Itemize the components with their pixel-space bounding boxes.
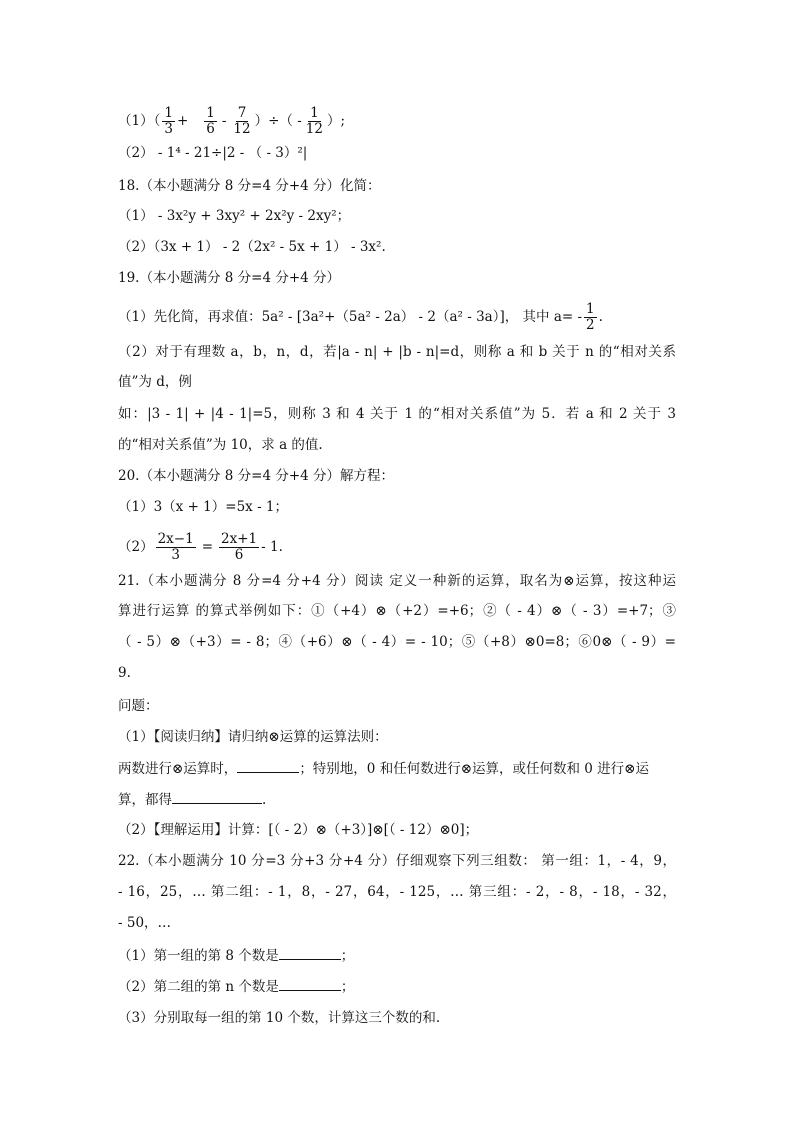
fraction-numerator: 1 — [310, 105, 319, 121]
q22-part1-text: （1）第一组的第 8 个数是 — [118, 948, 279, 964]
q19-part1 — [118, 302, 603, 333]
answer-blank[interactable] — [172, 789, 262, 804]
fraction-denominator: 2 — [586, 317, 595, 333]
operator: - — [221, 113, 227, 129]
fraction-numerator: 1 — [164, 105, 173, 121]
q17-part1-end: ）; — [326, 113, 346, 129]
q19-part1-text: （1）先化简，再求值：5a² - [3a²+（5a² - 2a） - 2（a² - 3a）]， 其中 a= - — [118, 309, 583, 325]
q22-line1: 22.（本小题满分 10 分=3 分+3 分+4 分）仔细观察下列三组数： 第一组：1，- 4，9， — [118, 853, 676, 869]
fraction-denominator: 3 — [171, 547, 180, 563]
q18-part1: （1） - 3x²y + 3xy² + 2x²y - 2xy²； — [118, 208, 351, 224]
answer-blank[interactable] — [279, 976, 341, 991]
q18-part2: （2）（3x + 1） - 2（2x² - 5x + 1） - 3x². — [118, 239, 386, 255]
q19-title: 19.（本小题满分 8 分=4 分+4 分） — [118, 270, 341, 286]
q21-part1-line3-end: . — [262, 792, 267, 808]
q22-part3: （3）分别取每一组的第 10 个数，计算这三个数的和. — [118, 1010, 441, 1026]
fraction-denominator: 6 — [234, 547, 244, 563]
q22-line3: - 50，… — [118, 915, 172, 931]
q19-part2-line4: 的“相对关系值”为 10，求 a 的值. — [118, 437, 323, 453]
fraction-numerator: 1 — [206, 105, 215, 121]
operator: + — [176, 113, 189, 129]
q21-line2: 算进行运算 的算式举例如下：①（+4）⊗（+2）=+6；②（ - 4）⊗（ - 3）=+7；③ — [118, 603, 676, 619]
q17-part2: （2） - 1⁴ - 21÷|2 - （ - 3）²| — [118, 145, 308, 161]
q19-part1-end: . — [598, 309, 603, 325]
q22-part1-end: ； — [340, 948, 355, 964]
fraction — [204, 106, 217, 137]
q21-line1: 21.（本小题满分 8 分=4 分+4 分）阅读 定义一种新的运算，取名为⊗运算，按这种运 — [118, 573, 676, 589]
answer-blank[interactable] — [279, 945, 341, 960]
q22-part1 — [118, 945, 354, 966]
operator: ）÷（ - — [254, 113, 302, 129]
fraction-numerator: 1 — [586, 301, 595, 317]
q22-part2 — [118, 976, 354, 997]
q21-part1-line2 — [118, 758, 649, 779]
q19-part2-line2: 值”为 d，例 — [118, 374, 192, 390]
fraction-numerator: 7 — [237, 105, 247, 121]
fraction — [156, 532, 196, 563]
q19-part2-line1: （2）对于有理数 a，b，n，d，若|a - n| + |b - n|=d，则称 a 和 b 关于 n 的“相对关系 — [118, 344, 676, 360]
q21-line3: （ - 5）⊗（+3）= - 8；④（+6）⊗（ - 4）= - 10；⑤（+8）⊗0=8；⑥0⊗（ - 9）= — [118, 634, 676, 650]
q21-part1-line2-text: 两数进行⊗运算时， — [118, 761, 238, 777]
q21-line4: 9. — [118, 665, 131, 681]
fraction — [584, 302, 597, 333]
q21-question-label: 问题： — [118, 698, 159, 714]
q17-part1-prefix: （1）（ — [118, 113, 161, 129]
q17-part1 — [118, 106, 345, 137]
fraction — [219, 532, 259, 563]
fraction-numerator: 2x−1 — [157, 531, 194, 547]
q20-part2-prefix: （2） — [118, 539, 154, 555]
q18-title: 18.（本小题满分 8 分=4 分+4 分）化简： — [118, 178, 381, 194]
fraction-denominator: 6 — [206, 121, 215, 137]
q21-part1-line3-text: 算，都得 — [118, 792, 172, 808]
q21-part1-line2-text-end: ；特别地，0 和任何数进行⊗运算，或任何数和 0 进行⊗运 — [299, 761, 649, 777]
q21-part2: （2）【理解运用】计算：[（ - 2）⊗（+3）]⊗[（ - 12）⊗0]； — [118, 822, 479, 838]
q20-title: 20.（本小题满分 8 分=4 分+4 分）解方程： — [118, 468, 395, 484]
q20-part2-end: - 1. — [261, 539, 283, 555]
q22-part2-end: ； — [340, 979, 355, 995]
answer-blank[interactable] — [237, 758, 299, 773]
fraction — [162, 106, 175, 137]
fraction-denominator: 12 — [305, 121, 323, 137]
fraction-denominator: 3 — [164, 121, 173, 137]
q19-part2-line3: 如：|3 - 1| + |4 - 1|=5，则称 3 和 4 关于 1 的“相对关系值”为 5．若 a 和 2 关于 3 — [118, 406, 676, 422]
fraction-numerator: 2x+1 — [221, 531, 258, 547]
q21-part1: （1）【阅读归纳】请归纳⊗运算的运算法则： — [118, 729, 388, 745]
fraction-denominator: 12 — [233, 121, 251, 137]
q21-part1-line3 — [118, 789, 266, 810]
q22-part2-text: （2）第二组的第 n 个数是 — [118, 979, 279, 995]
q22-line2: - 16，25，… 第二组：- 1，8，- 27，64，- 125，… 第三组：- 2，- 8，- 18，- 32， — [118, 884, 676, 900]
fraction — [304, 106, 325, 137]
fraction — [231, 106, 252, 137]
q20-part1: （1）3（x + 1）=5x - 1； — [118, 499, 289, 515]
operator: = — [201, 539, 214, 555]
q20-part2 — [118, 532, 283, 563]
